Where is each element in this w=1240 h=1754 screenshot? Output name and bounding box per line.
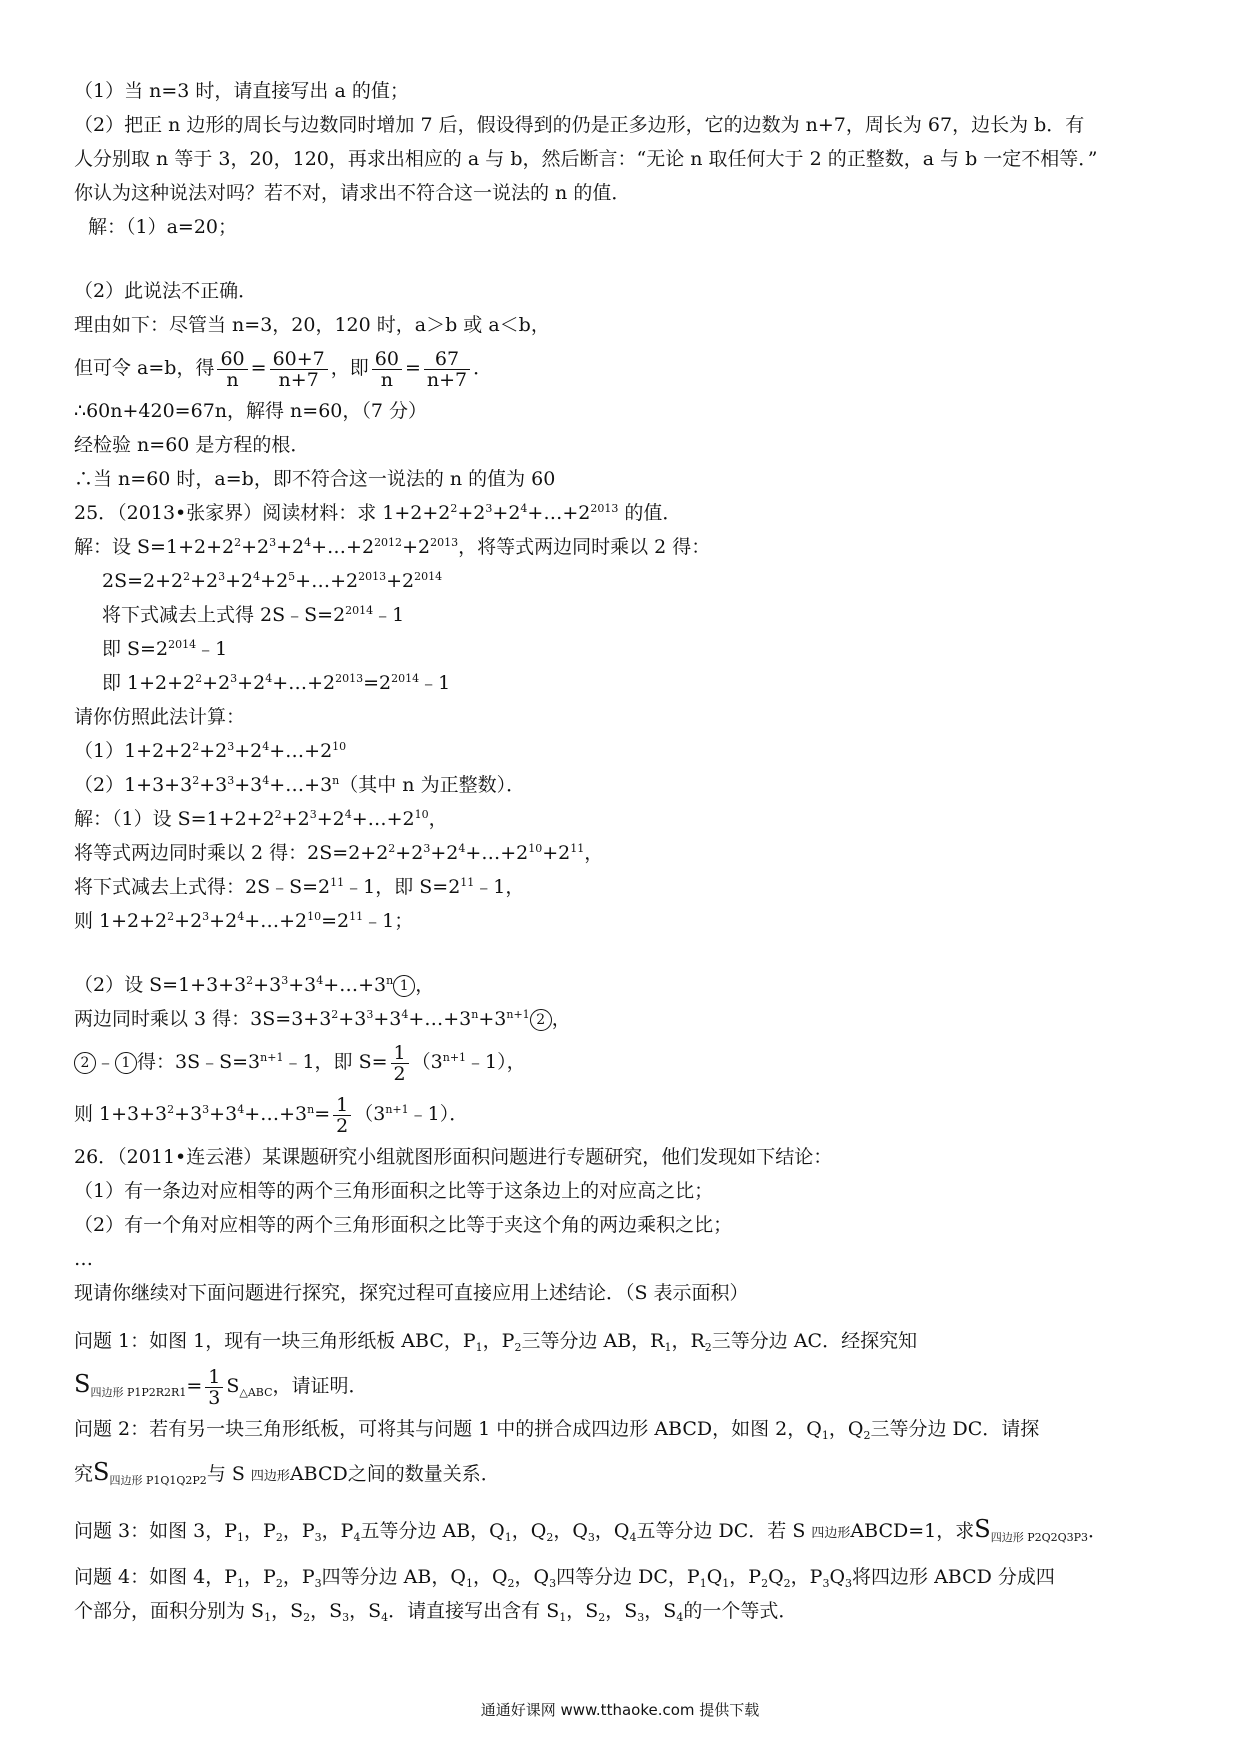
document-page bbox=[74, 74, 1174, 1628]
text-line: … bbox=[74, 1248, 93, 1270]
text-line: （2）设 $S=1+3+3^2+3^3+3^4+\dots+3^n$ 1 ， bbox=[74, 974, 435, 996]
text-line: （1）有一条边对应相等的两个三角形面积之比等于这条边上的对应高之比； bbox=[74, 1180, 714, 1202]
text-run: 但可令 a=b，得 bbox=[74, 357, 215, 379]
footer-credit: 通通好课网 www.tthaoke.com 提供下载 bbox=[480, 1701, 760, 1719]
fraction-line: 2 ﹣ 1 得：$3S﹣S=3^{n+1}﹣1$，即 S= $\frac{1}{2}$ $(3^{n+1}﹣1)$， bbox=[74, 1036, 1174, 1088]
text-line: 解：设 $S=1+2+2^2+2^3+2^4+\dots+2^{2012}+2^{2013}$，将等式两边同时乘以 2 得： bbox=[74, 536, 711, 558]
text-line: 经检验 n=60 是方程的根． bbox=[74, 434, 310, 456]
text-line: 将等式两边同时乘以 2 得：$2S=2+2^2+2^3+2^4+\dots+2^{10}+2^{11}$， bbox=[74, 842, 604, 864]
text-line: 即 $1+2+2^2+2^3+2^4+\dots+2^{2013}=2^{2014}﹣1$ bbox=[102, 672, 451, 694]
problem-25-title: 25．（2013•张家界）阅读材料：求 $1+2+2^2+2^3+2^4+\dots+2^{2013}$ 的值． bbox=[74, 502, 682, 524]
circled-number: 1 bbox=[115, 1052, 137, 1074]
text-line: 解：（1）设 $S=1+2+2^2+2^3+2^4+\dots+2^{10}$， bbox=[74, 808, 448, 830]
circled-number: 1 bbox=[393, 975, 415, 997]
fraction-line: 则 $1+3+3^2+3^3+3^4+\dots+3^n=$ $\frac{1}{2}$ $(3^{n+1}﹣1)$． bbox=[74, 1093, 469, 1137]
fraction: $\frac{60}{n}$ bbox=[372, 349, 402, 390]
question-4: 问题 4：如图 4，$P_1$，$P_2$，$P_3$四等分边 AB，$Q_1$，$Q_2$，$Q_3$四等分边 DC，$P_1Q_1$，$P_2Q_2$，$P_3Q_3$将四边形 ABCD 分成四 bbox=[74, 1566, 1055, 1590]
fraction: $\frac{60+7}{n+7}$ bbox=[270, 349, 328, 390]
text-line: （2）有一个角对应相等的两个三角形面积之比等于夹这个角的两边乘积之比； bbox=[74, 1214, 733, 1236]
text-line: （1）当 n=3 时，请直接写出 a 的值； bbox=[74, 80, 409, 102]
question-3: 问题 3：如图 3，$P_1$，$P_2$，$P_3$，$P_4$五等分边 AB，$Q_1$，$Q_2$，$Q_3$，$Q_4$五等分边 DC．若 S 四边形ABCD=1，求$S_{四边形 P2Q2Q3P3}$． bbox=[74, 1515, 1108, 1544]
circled-number: 2 bbox=[74, 1052, 96, 1074]
question-1: 问题 1：如图 1，现有一块三角形纸板 ABC，$P_1$，$P_2$三等分边 AB，$R_1$，$R_2$三等分边 AC．经探究知 bbox=[74, 1330, 918, 1354]
text-line: 解：（1）a=20； bbox=[88, 216, 238, 238]
text-line: （2）把正 n 边形的周长与边数同时增加 7 后，假设得到的仍是正多边形，它的边数为 n+7，周长为 67，边长为 b．有 bbox=[74, 114, 1085, 136]
fraction-line: 但可令 a=b，得 $\frac{60}{n}$ = $\frac{60+7}{n+7}$ ，即 $\frac{60}{n}$ = $\frac{67}{n+7}$ ． bbox=[74, 347, 493, 391]
fraction: $\frac{67}{n+7}$ bbox=[424, 349, 470, 390]
text-line: 将下式减去上式得 $2S﹣S=2^{2014}﹣1$ bbox=[102, 604, 405, 626]
text-line: 则 $1+2+2^2+2^3+2^4+\dots+2^{10}=2^{11}﹣1$； bbox=[74, 910, 414, 932]
fraction: $\frac{1}{3}$ bbox=[205, 1367, 223, 1408]
fraction: $\frac{60}{n}$ bbox=[217, 349, 247, 390]
text-line: 请你仿照此法计算： bbox=[74, 706, 246, 728]
text-line: （2）此说法不正确． bbox=[74, 280, 258, 302]
text-line: 人分别取 n 等于 3，20，120，再求出相应的 a 与 b，然后断言：“无论 n 取任何大于 2 的正整数，a 与 b 一定不相等．” bbox=[74, 148, 1098, 170]
text-line: 你认为这种说法对吗？若不对，请求出不符合这一说法的 n 的值． bbox=[74, 182, 631, 204]
question-4-cont: 个部分，面积分别为 $S_1$，$S_2$，$S_3$，$S_4$．请直接写出含有 $S_1$，$S_2$，$S_3$，$S_4$的一个等式． bbox=[74, 1600, 798, 1624]
question-2-formula: 究$S_{四边形 P1Q1Q2P2}$与 S 四边形ABCD之间的数量关系． bbox=[74, 1458, 500, 1487]
text-line: $(2)1+3+3^2+3^3+3^4+\dots+3^n$（其中 n 为正整数）． bbox=[74, 774, 526, 796]
text-line: ∴当 n=60 时，a=b，即不符合这一说法的 n 的值为 60 bbox=[74, 468, 556, 490]
text-line: 将下式减去上式得：$2S﹣S=2^{11}﹣1$，即 $S=2^{11}﹣1$， bbox=[74, 876, 525, 898]
text-line: 即 $S=2^{2014}﹣1$ bbox=[102, 638, 228, 660]
circled-number: 2 bbox=[530, 1009, 552, 1031]
text-line: 两边同时乘以 3 得：$3S=3+3^2+3^3+3^4+\dots+3^n+3^{n+1}$ 2 ， bbox=[74, 1008, 571, 1030]
text-line: $(1)1+2+2^2+2^3+2^4+\dots+2^{10}$ bbox=[74, 740, 347, 762]
problem-26-title: 26．（2011•连云港）某课题研究小组就图形面积问题进行专题研究，他们发现如下结论： bbox=[74, 1146, 833, 1168]
question-2: 问题 2：若有另一块三角形纸板，可将其与问题 1 中的拼合成四边形 ABCD，如图 2，$Q_1$，$Q_2$三等分边 DC．请探 bbox=[74, 1418, 1040, 1442]
text-line: $2S=2+2^2+2^3+2^4+2^5+\dots+2^{2013}+2^{2014}$ bbox=[102, 570, 443, 592]
fraction: $\frac{1}{2}$ bbox=[391, 1043, 409, 1084]
fraction: $\frac{1}{2}$ bbox=[333, 1095, 351, 1136]
question-1-formula: $S_{四边形 P1P2R2R1}=$ $\frac{1}{3}$ $S_{\triangle ABC}$，请证明． bbox=[74, 1365, 368, 1409]
text-line: ∴60n+420=67n，解得 n=60，（7 分） bbox=[74, 400, 428, 422]
text-line: 现请你继续对下面问题进行探究，探究过程可直接应用上述结论．（S 表示面积） bbox=[74, 1282, 749, 1304]
text-line: 理由如下：尽管当 n=3，20，120 时，a＞b 或 a＜b， bbox=[74, 314, 550, 336]
